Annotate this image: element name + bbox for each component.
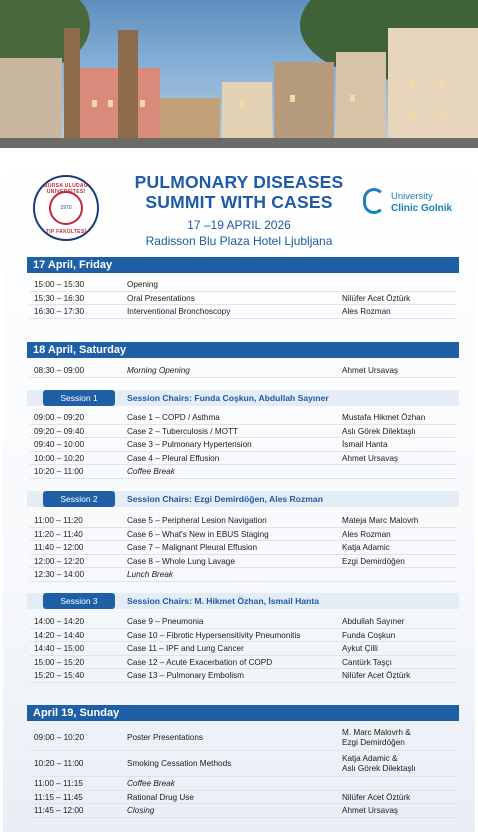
row-description: Coffee Break	[127, 467, 175, 477]
row-time: 15:20 – 15:40	[34, 671, 85, 681]
row-time: 11:00 – 11:15	[34, 779, 83, 788]
row-speaker: Nilüfer Acet Öztürk	[342, 293, 411, 303]
row-description: Case 10 – Fibrotic Hypersensitivity Pneumonitis	[127, 630, 301, 640]
row-time: 15:00 – 15:20	[34, 657, 85, 667]
session-label: Session 2	[43, 491, 115, 507]
row-speaker: Aslı Görek Dilektaşlı	[342, 426, 416, 436]
table-row	[30, 425, 456, 439]
row-time: 15:00 – 15:30	[34, 280, 85, 289]
table-row	[30, 669, 456, 683]
row-speaker: Mustafa Hikmet Özhan	[342, 413, 426, 422]
day-header-saturday: 18 April, Saturday	[27, 342, 459, 358]
event-dates: 17 –19 APRIL 2026	[187, 218, 291, 232]
title-line-1: PULMONARY DISEASES	[134, 172, 344, 192]
session-label: Session 3	[43, 593, 115, 609]
row-description: Case 7 – Malignant Pleural Effusion	[127, 543, 258, 553]
table-row	[30, 541, 456, 555]
row-time: 10:00 – 10:20	[34, 453, 85, 463]
table-row	[30, 777, 456, 791]
row-speaker: Ales Rozman	[342, 529, 391, 539]
table-row	[30, 305, 456, 319]
row-speaker: Abdullah Sayıner	[342, 617, 405, 626]
table-row	[30, 629, 456, 643]
row-description: Smoking Cessation Methods	[127, 759, 232, 768]
table-row	[30, 642, 456, 656]
title-line-2: SUMMIT WITH CASES	[145, 192, 333, 212]
table-row	[30, 725, 456, 751]
row-speaker: İsmail Hanta	[342, 440, 388, 450]
row-description: Case 2 – Tuberculosis / MOTT	[127, 426, 239, 436]
table-row	[30, 465, 456, 479]
session-chairs: Session Chairs: Ezgi Demirdöğen, Ales Rozman	[127, 494, 323, 504]
program-card	[3, 148, 475, 832]
table-row	[30, 528, 456, 542]
row-description: Case 11 – IPF and Lung Cancer	[127, 644, 244, 654]
row-time: 10:20 – 11:00	[34, 467, 84, 477]
row-time: 11:40 – 12:00	[34, 543, 84, 553]
row-description: Case 5 – Peripheral Lesion Navigation	[127, 516, 267, 525]
row-description: Case 8 – Whole Lung Lavage	[127, 556, 235, 566]
header-photo	[0, 0, 478, 148]
clinic-logo-line-1: University	[391, 191, 433, 202]
table-row	[30, 656, 456, 670]
row-description: Interventional Bronchoscopy	[127, 307, 231, 317]
table-row	[30, 555, 456, 569]
session-1-rows	[30, 411, 456, 479]
row-speaker-line-1: Katja Adamic &	[342, 754, 398, 763]
day-header-friday: 17 April, Friday	[27, 257, 459, 273]
row-time: 10:20 – 11:00	[34, 759, 84, 768]
seal-year: 1970	[60, 205, 72, 211]
row-speaker-line-2: Ezgi Demirdöğen	[342, 738, 405, 747]
saturday-opening	[30, 364, 456, 378]
row-description: Morning Opening	[127, 366, 190, 375]
row-speaker: Ezgi Demirdöğen	[342, 556, 405, 566]
session-1-header	[27, 390, 459, 406]
session-chairs: Session Chairs: Funda Coşkun, Abdullah Sayıner	[127, 393, 329, 403]
row-speaker: Ahmet Ursavaş	[342, 453, 398, 463]
table-row	[30, 568, 456, 582]
row-time: 14:40 – 15:00	[34, 644, 85, 654]
row-time: 14:20 – 14:40	[34, 630, 85, 640]
row-time: 16:30 – 17:30	[34, 307, 85, 317]
row-speaker	[342, 728, 411, 748]
row-time: 09:00 – 09:20	[34, 413, 85, 422]
row-speaker-line-1: M. Marc Malovrh &	[342, 728, 411, 737]
table-row	[30, 804, 456, 818]
seal-text-top: BURSA ULUDAĞ ÜNİVERSİTESİ	[44, 183, 88, 195]
row-time: 11:45 – 12:00	[34, 806, 84, 816]
table-row	[30, 411, 456, 425]
clinic-golnik-logo	[363, 188, 473, 218]
day-sunday-rows	[30, 725, 456, 818]
day-header-sunday: April 19, Sunday	[27, 705, 459, 721]
row-speaker	[342, 754, 416, 774]
event-venue: Radisson Blu Plaza Hotel Ljubljana	[145, 234, 333, 248]
session-3-header	[27, 593, 459, 609]
table-row	[30, 791, 456, 805]
university-seal-logo	[33, 175, 99, 241]
row-speaker: Ahmet Ursavaş	[342, 366, 398, 375]
seal-text-bottom: TIP FAKÜLTESİ	[45, 229, 87, 235]
row-speaker: Katja Adamic	[342, 543, 390, 553]
row-speaker-line-2: Aslı Görek Dilektaşlı	[342, 764, 416, 773]
table-row	[30, 364, 456, 378]
row-time: 14:00 – 14:20	[34, 617, 85, 626]
row-description: Case 3 – Pulmonary Hypertension	[127, 440, 252, 450]
row-speaker: Cantürk Taşçı	[342, 657, 392, 667]
session-2-header	[27, 491, 459, 507]
table-row	[30, 292, 456, 306]
row-time: 12:00 – 12:20	[34, 556, 85, 566]
row-time: 12:30 – 14:00	[34, 570, 85, 580]
row-time: 11:00 – 11:20	[34, 516, 83, 525]
session-chairs: Session Chairs: M. Hikmet Özhan, İsmail Hanta	[127, 596, 319, 606]
row-description: Rational Drug Use	[127, 792, 194, 802]
table-row	[30, 278, 456, 292]
row-description: Case 4 – Pleural Effusion	[127, 453, 220, 463]
row-time: 09:20 – 09:40	[34, 426, 85, 436]
golnik-mark-icon	[363, 188, 385, 214]
table-row	[30, 452, 456, 466]
row-description: Coffee Break	[127, 779, 175, 788]
row-speaker: Nilüfer Acet Öztürk	[342, 792, 411, 802]
row-description: Case 6 – What's New in EBUS Staging	[127, 529, 269, 539]
row-speaker: Ahmet Ursavaş	[342, 806, 398, 816]
row-speaker: Ales Rozman	[342, 307, 391, 317]
session-label: Session 1	[43, 390, 115, 406]
row-time: 15:30 – 16:30	[34, 293, 85, 303]
row-description: Lunch Break	[127, 570, 173, 580]
session-3-rows	[30, 615, 456, 683]
row-speaker: Mateja Marc Malovrh	[342, 516, 419, 525]
row-speaker: Funda Coşkun	[342, 630, 396, 640]
row-speaker: Aykut Çilli	[342, 644, 378, 654]
row-time: 08:30 – 09:00	[34, 366, 85, 375]
row-description: Case 12 – Acute Exacerbation of COPD	[127, 657, 273, 667]
row-description: Oral Presentations	[127, 293, 195, 303]
table-row	[30, 615, 456, 629]
table-row	[30, 514, 456, 528]
row-speaker: Nilüfer Acet Öztürk	[342, 671, 411, 681]
row-description: Case 9 – Pneumonia	[127, 617, 204, 626]
row-description: Opening	[127, 280, 158, 289]
row-time: 09:40 – 10:00	[34, 440, 85, 450]
row-time: 11:20 – 11:40	[34, 529, 83, 539]
row-description: Poster Presentations	[127, 733, 204, 742]
page-title	[111, 172, 367, 212]
row-time: 09:00 – 10:20	[34, 733, 85, 742]
row-description: Case 1 – COPD / Asthma	[127, 413, 220, 422]
table-row	[30, 438, 456, 452]
row-description: Closing	[127, 806, 155, 816]
table-row	[30, 751, 456, 777]
row-description: Case 13 – Pulmonary Embolism	[127, 671, 244, 681]
row-time: 11:15 – 11:45	[34, 792, 83, 802]
session-2-rows	[30, 514, 456, 582]
day-friday-rows	[30, 278, 456, 319]
clinic-logo-line-2: Clinic Golnik	[391, 203, 453, 214]
